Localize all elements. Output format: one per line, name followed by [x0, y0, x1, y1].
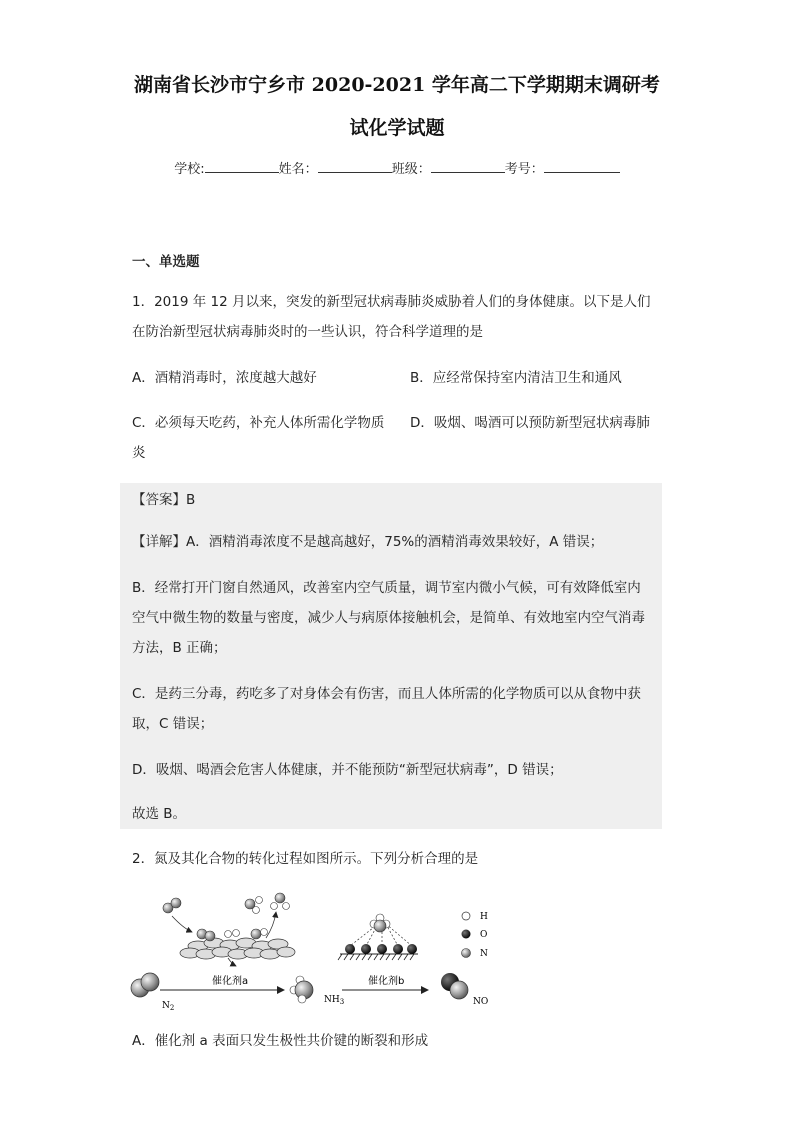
class-label: 班级： — [391, 162, 431, 177]
q1-detail-b3: 方法，B 正确； — [132, 640, 227, 656]
nh3-label: $NH_3$ — [324, 995, 345, 1006]
q1-detail-c1: C．是药三分毒，药吃多了对身体会有伤害，而且人体所需的化学物质可以从食物中获 — [132, 686, 641, 702]
name-label: 姓名： — [278, 162, 318, 177]
legend-n: N — [480, 949, 488, 959]
q1-detail-c2: 取，C 错误； — [132, 716, 214, 732]
q1-detail-b1: B．经常打开门窗自然通风，改善室内空气质量，调节室内微小气候，可有效降低室内 — [132, 580, 641, 596]
q1-detail-d: D．吸烟、喝酒会危害人体健康，并不能预防“新型冠状病毒”，D 错误； — [132, 762, 563, 778]
q1-answer: 【答案】B — [132, 492, 196, 508]
q1-option-d-line2: 炎 — [132, 445, 146, 461]
q1-option-b: B．应经常保持室内清洁卫生和通风 — [410, 370, 622, 386]
student-info-line — [0, 158, 794, 177]
doc-title-line2: 试化学试题 — [349, 117, 445, 139]
atom-legend — [462, 912, 489, 959]
q1-stem-line1: 1．2019 年 12 月以来，突发的新型冠状病毒肺炎威胁着人们的身体健康。以下是人们 — [132, 294, 651, 310]
section-heading: 一、单选题 — [132, 254, 200, 270]
q1-stem-line2: 在防治新型冠状病毒肺炎时的一些认识，符合科学道理的是 — [132, 324, 483, 340]
n2-label: $N_2$ — [162, 1001, 175, 1012]
school-blank[interactable] — [205, 160, 279, 173]
q1-detail-b2: 空气中微生物的数量与密度，减少人与病原体接触机会，是简单、有效地室内空气消毒 — [132, 610, 645, 626]
nh3-molecule — [290, 976, 313, 1003]
school-label: 学校: — [174, 162, 205, 177]
q2-stem: 2．氮及其化合物的转化过程如图所示。下列分析合理的是 — [132, 851, 479, 867]
catalyst-b-label: 催化剂b — [368, 976, 405, 987]
doc-title-line1: 湖南省长沙市宁乡市 2020-2021 学年高二下学期期末调研考 — [134, 74, 660, 96]
q1-option-d-line1: D．吸烟、喝酒可以预防新型冠状病毒肺 — [410, 415, 650, 431]
no-label: NO — [473, 997, 489, 1007]
catalyst-a-surface — [180, 938, 295, 959]
class-blank[interactable] — [431, 160, 505, 173]
q1-option-a: A．酒精消毒时，浓度越大越好 — [132, 370, 317, 386]
q1-conclusion: 故选 B。 — [132, 806, 187, 822]
nitrogen-conversion-diagram — [128, 888, 498, 1014]
legend-h: H — [480, 912, 488, 922]
exam-no-label: 考号： — [504, 162, 544, 177]
no-molecule — [441, 973, 468, 999]
exam-no-blank[interactable] — [544, 160, 620, 173]
catalyst-b-surface — [338, 914, 418, 960]
n2-molecule — [131, 973, 159, 997]
legend-o: O — [480, 930, 488, 940]
q1-detail-a: 【详解】A．酒精消毒浓度不是越高越好，75%的酒精消毒效果较好，A 错误； — [132, 534, 604, 550]
q1-option-c: C．必须每天吃药，补充人体所需化学物质 — [132, 415, 385, 431]
q2-option-a: A．催化剂 a 表面只发生极性共价键的断裂和形成 — [132, 1033, 429, 1049]
catalyst-a-label: 催化剂a — [212, 976, 249, 987]
name-blank[interactable] — [318, 160, 392, 173]
